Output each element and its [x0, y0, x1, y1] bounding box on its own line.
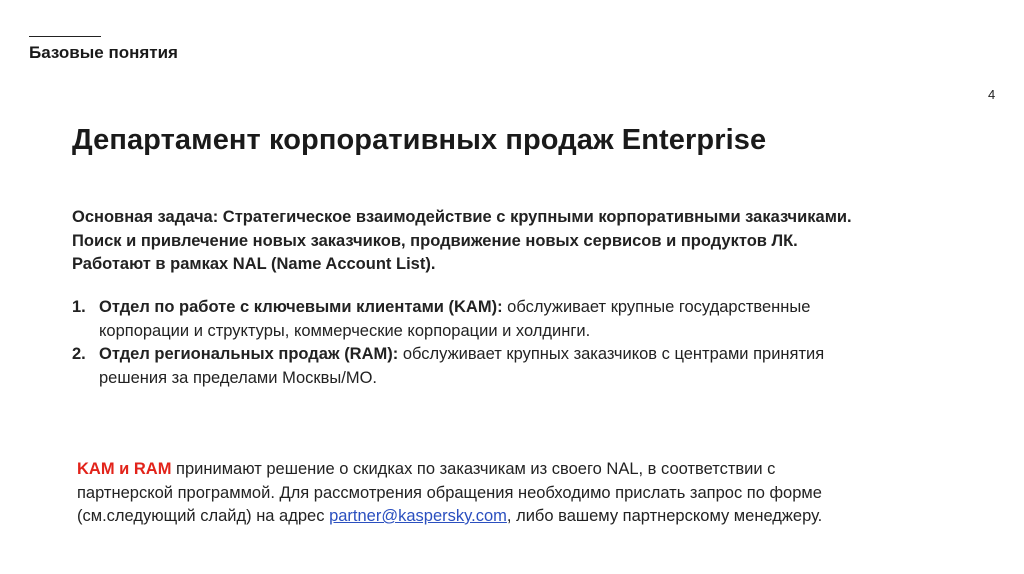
department-name: Отдел по работе с ключевыми клиентами (KAM):	[99, 298, 503, 316]
list-number: 1.	[72, 298, 86, 316]
partner-email-link[interactable]: partner@kaspersky.com	[329, 507, 507, 525]
intro-line-task: Основная задача: Стратегическое взаимодействие с крупными корпоративными заказчиками.	[72, 208, 852, 226]
page-number: 4	[988, 87, 996, 102]
department-name: Отдел региональных продаж (RAM):	[99, 345, 399, 363]
note-text: , либо вашему партнерскому менеджеру.	[506, 507, 823, 525]
slide-title: Департамент корпоративных продаж Enterprise	[72, 124, 767, 156]
department-description-continued: корпорации и структуры, коммерческие корпорации и холдинги.	[99, 321, 591, 340]
note-text: принимают решение о скидках по заказчикам из своего NAL, в соответствии с	[171, 460, 776, 478]
department-item-ram	[72, 343, 992, 390]
note-text: (см.следующий слайд) на адрес	[77, 507, 330, 525]
section-divider	[29, 36, 101, 37]
section-title: Базовые понятия	[29, 43, 178, 62]
department-description: обслуживает крупные государственные	[502, 298, 811, 316]
department-list	[72, 296, 992, 390]
discount-note	[77, 458, 997, 529]
note-highlight: KAM и RAM	[77, 460, 172, 478]
list-number: 2.	[72, 345, 86, 363]
intro-line-nal: Работают в рамках NAL (Name Account List).	[72, 255, 436, 273]
note-text: партнерской программой. Для рассмотрения обращения необходимо прислать запрос по форме	[77, 483, 822, 502]
department-description-continued: решения за пределами Москвы/МО.	[99, 368, 378, 387]
intro-paragraph	[72, 206, 1002, 277]
department-item-kam	[72, 296, 992, 343]
department-description: обслуживает крупных заказчиков с центрами принятия	[398, 345, 825, 363]
intro-line-search: Поиск и привлечение новых заказчиков, продвижение новых сервисов и продуктов ЛК.	[72, 231, 798, 250]
